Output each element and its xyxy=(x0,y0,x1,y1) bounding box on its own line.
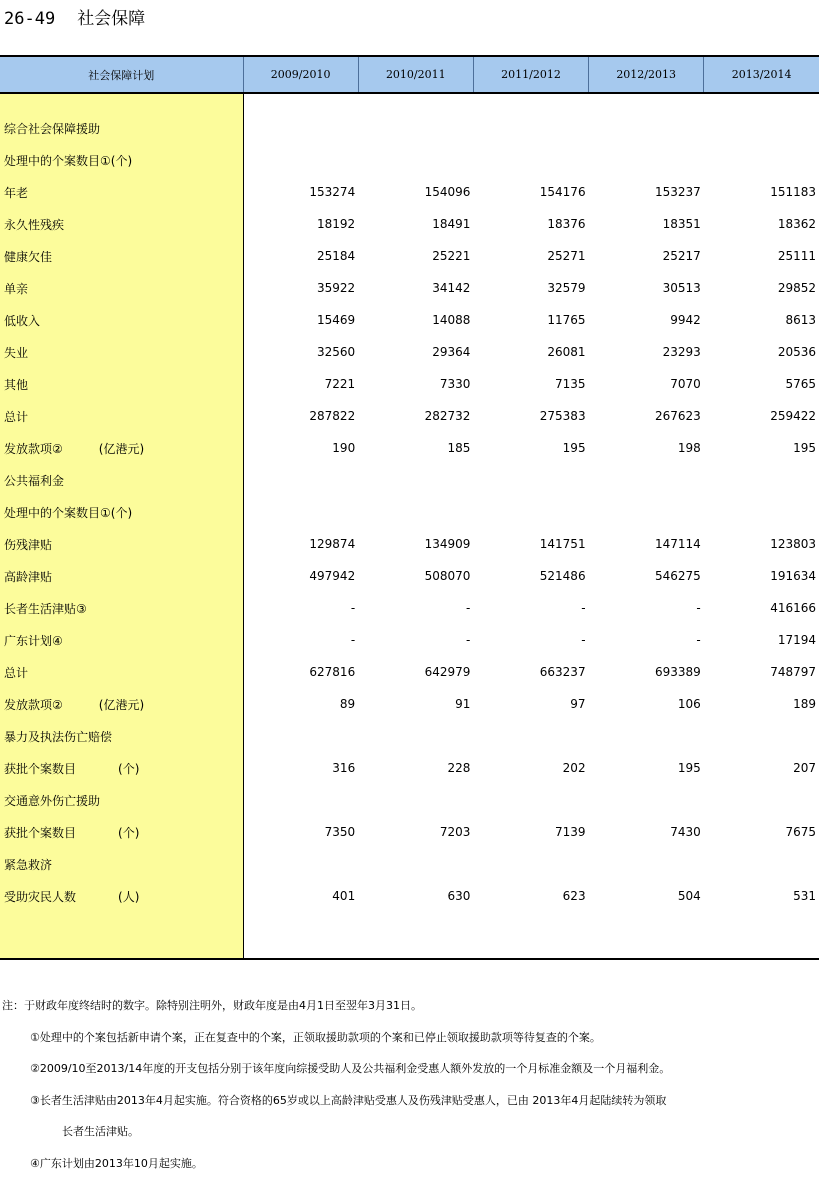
table-row xyxy=(0,432,819,464)
table-cell xyxy=(243,112,358,144)
row-label-text: 单亲 xyxy=(4,282,28,296)
row-label xyxy=(0,240,243,272)
table-cell xyxy=(704,720,819,752)
table-cell: 630 xyxy=(358,880,473,912)
table-cell: - xyxy=(589,624,704,656)
table-cell: 106 xyxy=(589,688,704,720)
table-cell xyxy=(589,112,704,144)
table-row xyxy=(0,816,819,848)
table-cell: 153274 xyxy=(243,176,358,208)
table-cell: 202 xyxy=(473,752,588,784)
table-cell xyxy=(243,93,358,112)
table-row xyxy=(0,304,819,336)
table-cell: 97 xyxy=(473,688,588,720)
note-general: 注：于财政年度终结时的数字。除特别注明外，财政年度是由4月1日至翌年3月31日。 xyxy=(2,990,817,1022)
row-label-text: 交通意外伤亡援助 xyxy=(4,794,100,808)
table-row xyxy=(0,272,819,304)
tail-spacer-row xyxy=(0,912,819,959)
table-cell: 195 xyxy=(704,432,819,464)
table-title: 社会保障 xyxy=(77,9,145,29)
row-label-text: 广东计划④ xyxy=(4,634,63,648)
table-row xyxy=(0,368,819,400)
table-cell xyxy=(358,93,473,112)
row-unit: (人) xyxy=(118,888,139,905)
table-cell: 18491 xyxy=(358,208,473,240)
table-cell xyxy=(473,112,588,144)
table-cell xyxy=(243,848,358,880)
row-label xyxy=(0,784,243,816)
table-cell: - xyxy=(243,624,358,656)
table-cell xyxy=(589,464,704,496)
table-cell: 497942 xyxy=(243,560,358,592)
note-1: ①处理中的个案包括新申请个案，正在复查中的个案，正领取援助款项的个案和已停止领取援助款项等待复查的个案。 xyxy=(30,1022,817,1054)
column-header-year: 2010/2011 xyxy=(358,56,473,93)
table-cell: 190 xyxy=(243,432,358,464)
table-row xyxy=(0,880,819,912)
row-label-text: 暴力及执法伤亡赔偿 xyxy=(4,730,112,744)
table-cell xyxy=(704,848,819,880)
table-cell: - xyxy=(473,592,588,624)
table-row xyxy=(0,688,819,720)
table-cell: 151183 xyxy=(704,176,819,208)
table-cell: 91 xyxy=(358,688,473,720)
table-cell xyxy=(243,464,358,496)
table-cell: 185 xyxy=(358,432,473,464)
row-label-text: 获批个案数目 xyxy=(4,762,76,776)
row-label-text: 永久性残疾 xyxy=(4,218,64,232)
row-label xyxy=(0,304,243,336)
table-cell: 504 xyxy=(589,880,704,912)
note-3: ③长者生活津贴由2013年4月起实施。符合资格的65岁或以上高龄津贴受惠人及伤残津贴受惠人，已由 2013年4月起陆续转为领取 xyxy=(30,1085,817,1117)
table-cell: 195 xyxy=(473,432,588,464)
table-cell xyxy=(589,720,704,752)
table-cell: 18192 xyxy=(243,208,358,240)
table-cell: 7139 xyxy=(473,816,588,848)
table-cell: 17194 xyxy=(704,624,819,656)
row-label xyxy=(0,880,243,912)
table-cell: 154096 xyxy=(358,176,473,208)
row-unit: (个) xyxy=(118,824,139,841)
table-cell: 9942 xyxy=(589,304,704,336)
table-cell: 508070 xyxy=(358,560,473,592)
table-cell: 7330 xyxy=(358,368,473,400)
row-label xyxy=(0,272,243,304)
table-cell: 18351 xyxy=(589,208,704,240)
row-label xyxy=(0,93,243,112)
table-cell xyxy=(358,144,473,176)
row-label xyxy=(0,560,243,592)
table-cell: 18362 xyxy=(704,208,819,240)
table-cell: 7070 xyxy=(589,368,704,400)
table-cell xyxy=(358,112,473,144)
table-cell: 14088 xyxy=(358,304,473,336)
table-row xyxy=(0,592,819,624)
row-label xyxy=(0,112,243,144)
row-label xyxy=(0,624,243,656)
row-label-text: 综合社会保障援助 xyxy=(4,122,100,136)
table-cell: 287822 xyxy=(243,400,358,432)
row-label xyxy=(0,656,243,688)
table-cell: 267623 xyxy=(589,400,704,432)
table-cell xyxy=(473,784,588,816)
row-label xyxy=(0,336,243,368)
row-label-text: 健康欠佳 xyxy=(4,250,52,264)
table-cell xyxy=(358,848,473,880)
table-cell xyxy=(589,848,704,880)
row-label-text: 其他 xyxy=(4,378,28,392)
table-cell: 153237 xyxy=(589,176,704,208)
table-row xyxy=(0,240,819,272)
table-cell: 32579 xyxy=(473,272,588,304)
row-label xyxy=(0,208,243,240)
table-cell xyxy=(243,912,358,959)
table-cell: 191634 xyxy=(704,560,819,592)
table-cell: 25271 xyxy=(473,240,588,272)
table-cell xyxy=(704,144,819,176)
table-cell: 7430 xyxy=(589,816,704,848)
table-cell: 134909 xyxy=(358,528,473,560)
column-header-year: 2011/2012 xyxy=(473,56,588,93)
table-cell xyxy=(243,496,358,528)
table-cell: - xyxy=(243,592,358,624)
table-cell xyxy=(704,496,819,528)
table-cell: 642979 xyxy=(358,656,473,688)
row-label-text: 处理中的个案数目①(个) xyxy=(4,154,132,168)
table-cell: 228 xyxy=(358,752,473,784)
table-cell: - xyxy=(358,592,473,624)
table-cell: 7221 xyxy=(243,368,358,400)
table-cell xyxy=(704,464,819,496)
row-label xyxy=(0,368,243,400)
table-code: 26-49 xyxy=(4,9,55,29)
table-cell: 8613 xyxy=(704,304,819,336)
row-label-text: 公共福利金 xyxy=(4,474,64,488)
table-row xyxy=(0,752,819,784)
table-cell xyxy=(589,144,704,176)
table-cell: 154176 xyxy=(473,176,588,208)
table-cell: 11765 xyxy=(473,304,588,336)
table-cell xyxy=(473,464,588,496)
note-3-continued: 长者生活津贴。 xyxy=(62,1116,817,1148)
table-cell: 531 xyxy=(704,880,819,912)
table-cell: 26081 xyxy=(473,336,588,368)
row-label xyxy=(0,848,243,880)
page-title xyxy=(4,4,145,29)
table-row xyxy=(0,656,819,688)
table-row xyxy=(0,560,819,592)
table-row xyxy=(0,144,819,176)
table-cell xyxy=(358,784,473,816)
table-cell: 401 xyxy=(243,880,358,912)
row-label xyxy=(0,176,243,208)
table-cell: 18376 xyxy=(473,208,588,240)
table-cell xyxy=(589,93,704,112)
table-cell: 748797 xyxy=(704,656,819,688)
table-cell: 693389 xyxy=(589,656,704,688)
table-cell: 141751 xyxy=(473,528,588,560)
table-cell: 34142 xyxy=(358,272,473,304)
table-cell: 29852 xyxy=(704,272,819,304)
row-label xyxy=(0,752,243,784)
table-cell xyxy=(243,144,358,176)
table-cell: - xyxy=(589,592,704,624)
table-cell xyxy=(589,912,704,959)
table-cell xyxy=(704,112,819,144)
table-cell: 89 xyxy=(243,688,358,720)
table-cell: 7350 xyxy=(243,816,358,848)
table-cell: 123803 xyxy=(704,528,819,560)
table-cell xyxy=(358,464,473,496)
table-cell xyxy=(589,784,704,816)
table-cell xyxy=(704,93,819,112)
table-cell xyxy=(358,720,473,752)
table-row xyxy=(0,720,819,752)
table-row xyxy=(0,784,819,816)
row-label xyxy=(0,592,243,624)
row-label-text: 伤残津贴 xyxy=(4,538,52,552)
note-2: ②2009/10至2013/14年度的开支包括分别于该年度向综援受助人及公共福利金受惠人额外发放的一个月标准金额及一个月福利金。 xyxy=(30,1053,817,1085)
table-row xyxy=(0,496,819,528)
column-header-year: 2013/2014 xyxy=(704,56,819,93)
row-label xyxy=(0,912,243,959)
table-cell: 627816 xyxy=(243,656,358,688)
column-header-year: 2012/2013 xyxy=(589,56,704,93)
row-unit: (亿港元) xyxy=(99,440,144,457)
table-cell: 195 xyxy=(589,752,704,784)
row-label xyxy=(0,464,243,496)
table-cell: 189 xyxy=(704,688,819,720)
table-cell xyxy=(473,93,588,112)
row-label-text: 总计 xyxy=(4,410,28,424)
table-cell: 521486 xyxy=(473,560,588,592)
table-cell: 7675 xyxy=(704,816,819,848)
table-cell: 416166 xyxy=(704,592,819,624)
table-cell: 316 xyxy=(243,752,358,784)
row-label-text: 紧急救济 xyxy=(4,858,52,872)
row-unit: (亿港元) xyxy=(99,696,144,713)
table-cell xyxy=(473,848,588,880)
footnotes xyxy=(2,990,817,1179)
row-label-text: 总计 xyxy=(4,666,28,680)
table-cell: 32560 xyxy=(243,336,358,368)
column-header-program: 社会保障计划 xyxy=(0,56,243,93)
table-cell xyxy=(473,144,588,176)
table-cell: 198 xyxy=(589,432,704,464)
table-cell: 29364 xyxy=(358,336,473,368)
header-row xyxy=(0,56,819,93)
note-4: ④广东计划由2013年10月起实施。 xyxy=(30,1148,817,1179)
table-cell xyxy=(358,912,473,959)
table-cell xyxy=(473,720,588,752)
row-label-text: 高龄津贴 xyxy=(4,570,52,584)
table-row xyxy=(0,464,819,496)
table-row xyxy=(0,176,819,208)
table-cell xyxy=(704,912,819,959)
row-label-text: 低收入 xyxy=(4,314,40,328)
table-cell: - xyxy=(358,624,473,656)
table-cell xyxy=(358,496,473,528)
row-label-text: 长者生活津贴③ xyxy=(4,602,87,616)
row-label xyxy=(0,816,243,848)
table-cell: 35922 xyxy=(243,272,358,304)
row-label-text: 发放款项② xyxy=(4,698,63,712)
table-cell: 25111 xyxy=(704,240,819,272)
table-row xyxy=(0,112,819,144)
table-cell xyxy=(473,912,588,959)
table-cell: 20536 xyxy=(704,336,819,368)
table-row xyxy=(0,400,819,432)
table-cell: 23293 xyxy=(589,336,704,368)
table-row xyxy=(0,208,819,240)
table-cell xyxy=(243,784,358,816)
table-cell: 30513 xyxy=(589,272,704,304)
table-cell: 147114 xyxy=(589,528,704,560)
row-unit: (个) xyxy=(118,760,139,777)
table-row xyxy=(0,848,819,880)
table-cell xyxy=(704,784,819,816)
row-label-text: 获批个案数目 xyxy=(4,826,76,840)
table-cell: 546275 xyxy=(589,560,704,592)
table-cell: 7135 xyxy=(473,368,588,400)
spacer-row xyxy=(0,93,819,112)
table-cell: 15469 xyxy=(243,304,358,336)
row-label xyxy=(0,688,243,720)
column-header-year: 2009/2010 xyxy=(243,56,358,93)
table-cell xyxy=(473,496,588,528)
table-cell: 259422 xyxy=(704,400,819,432)
table-cell: 25221 xyxy=(358,240,473,272)
table-cell: 25184 xyxy=(243,240,358,272)
table-cell: 5765 xyxy=(704,368,819,400)
table-cell: 275383 xyxy=(473,400,588,432)
row-label xyxy=(0,144,243,176)
row-label xyxy=(0,400,243,432)
table-row xyxy=(0,528,819,560)
table-cell: 25217 xyxy=(589,240,704,272)
table-row xyxy=(0,336,819,368)
table-cell: 282732 xyxy=(358,400,473,432)
row-label xyxy=(0,720,243,752)
row-label-text: 年老 xyxy=(4,186,28,200)
row-label xyxy=(0,528,243,560)
table-cell: - xyxy=(473,624,588,656)
table-cell: 129874 xyxy=(243,528,358,560)
row-label-text: 发放款项② xyxy=(4,442,63,456)
table-cell: 623 xyxy=(473,880,588,912)
row-label xyxy=(0,432,243,464)
row-label-text: 处理中的个案数目①(个) xyxy=(4,506,132,520)
table-cell: 7203 xyxy=(358,816,473,848)
table-row xyxy=(0,624,819,656)
row-label-text: 受助灾民人数 xyxy=(4,890,76,904)
table-cell xyxy=(589,496,704,528)
table-cell: 663237 xyxy=(473,656,588,688)
social-security-table xyxy=(0,55,819,960)
table-cell xyxy=(243,720,358,752)
table-cell: 207 xyxy=(704,752,819,784)
row-label xyxy=(0,496,243,528)
row-label-text: 失业 xyxy=(4,346,28,360)
